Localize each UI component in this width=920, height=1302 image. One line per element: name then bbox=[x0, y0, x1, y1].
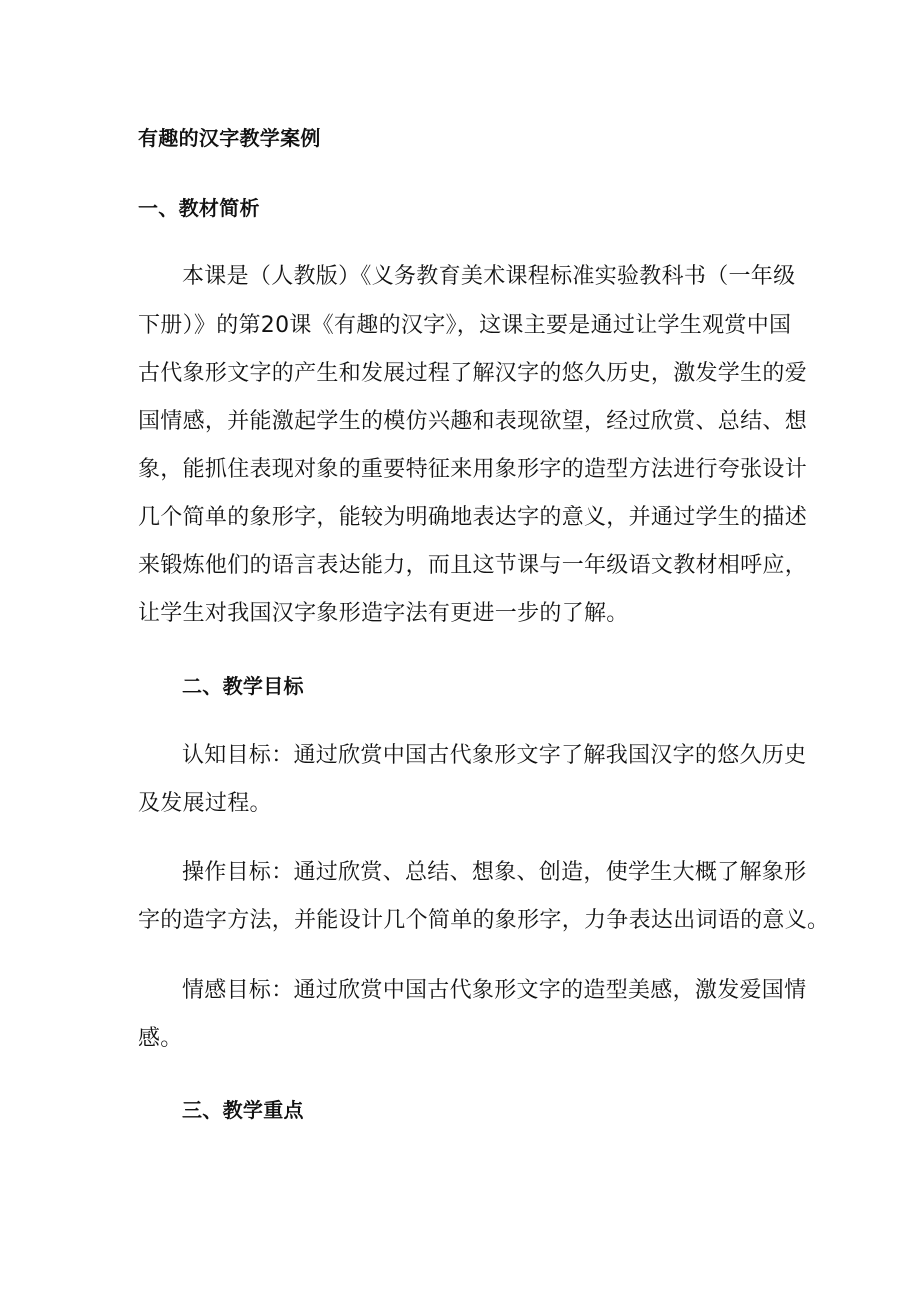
paragraph-line: 操作目标：通过欣赏、总结、想象、创造，使学生大概了解象形 bbox=[182, 860, 807, 885]
section-heading-key-points: 三、教学重点 bbox=[182, 1098, 304, 1122]
section-heading-objectives: 二、教学目标 bbox=[182, 674, 304, 698]
paragraph-line: 本课是（人教版）《义务教育美术课程标准实验教科书（一年级 bbox=[182, 264, 796, 289]
paragraph-line: 下册）》的第20课《有趣的汉字》，这课主要是通过让学生观赏中国 bbox=[138, 313, 792, 338]
paragraph-line: 情感目标：通过欣赏中国古代象形文字的造型美感，激发爱国情 bbox=[182, 978, 807, 1003]
paragraph-line: 来锻炼他们的语言表达能力，而且这节课与一年级语文教材相呼应， bbox=[138, 553, 808, 578]
paragraph-line: 古代象形文字的产生和发展过程了解汉字的悠久历史，激发学生的爱 bbox=[138, 361, 808, 386]
paragraph-line: 感。 bbox=[138, 1026, 183, 1051]
document-title: 有趣的汉字教学案例 bbox=[138, 126, 321, 150]
paragraph-line: 让学生对我国汉字象形造字法有更进一步的了解。 bbox=[138, 601, 629, 626]
paragraph-line: 认知目标：通过欣赏中国古代象形文字了解我国汉字的悠久历史 bbox=[182, 743, 807, 768]
paragraph-line: 国情感，并能激起学生的模仿兴趣和表现欲望，经过欣赏、总结、想 bbox=[138, 409, 808, 434]
section-heading-analysis: 一、教材简析 bbox=[138, 196, 260, 220]
paragraph-line: 几个简单的象形字，能较为明确地表达字的意义，并通过学生的描述 bbox=[138, 505, 808, 530]
paragraph-line: 及发展过程。 bbox=[138, 791, 272, 816]
paragraph-line: 字的造字方法，并能设计几个简单的象形字，力争表达出词语的意义。 bbox=[138, 908, 830, 933]
paragraph-line: 象，能抓住表现对象的重要特征来用象形字的造型方法进行夸张设计 bbox=[138, 457, 808, 482]
